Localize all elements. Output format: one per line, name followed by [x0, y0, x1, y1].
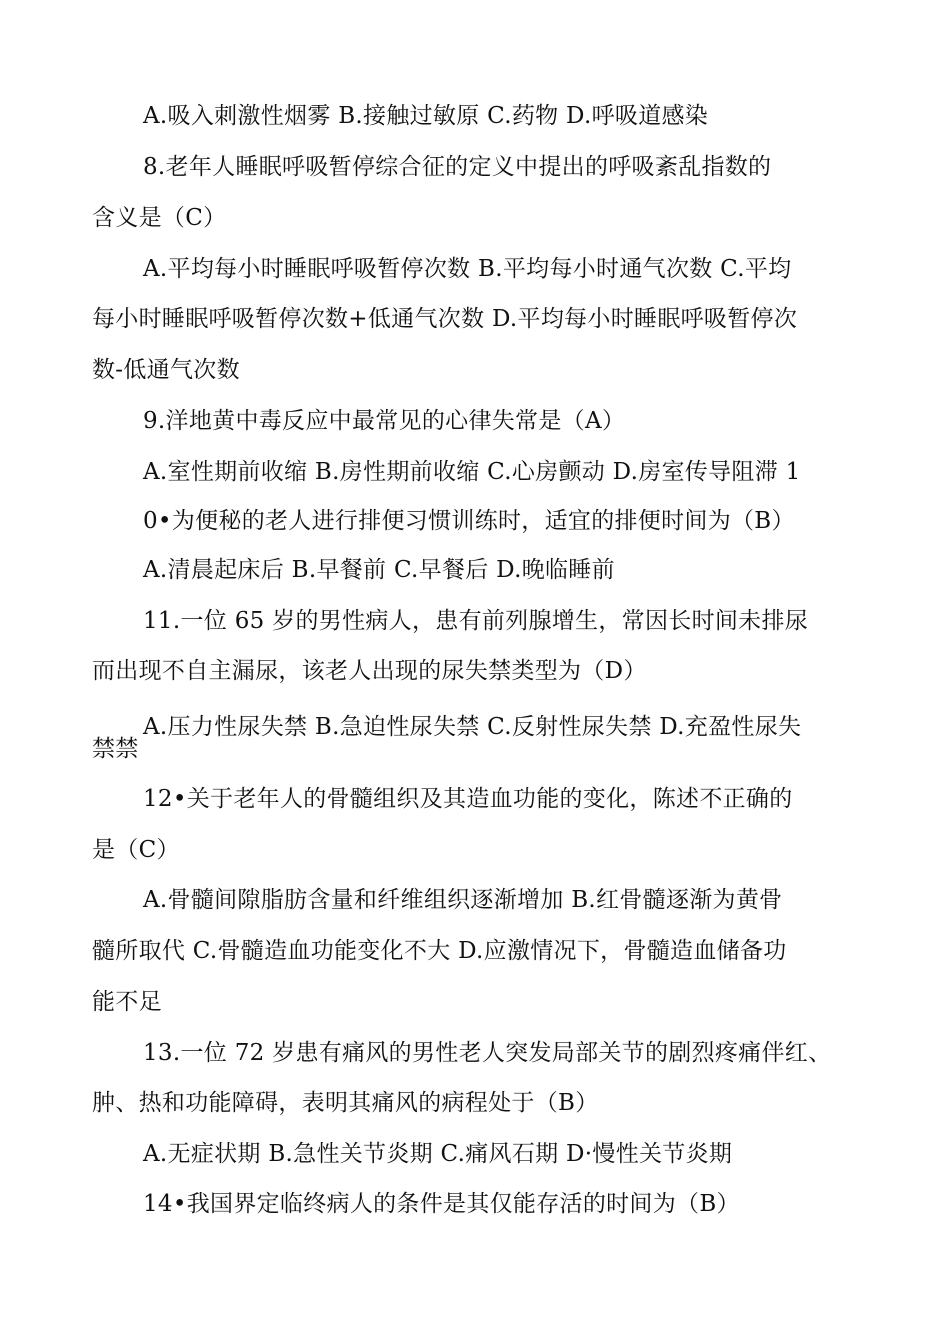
text-line-q12-options-cont2: 能不足 [92, 989, 162, 1015]
text-line-q8-stem-cont: 含义是（C） [92, 205, 227, 231]
text-line-q8-options: A.平均每小时睡眠呼吸暂停次数 B.平均每小时通气次数 C.平均 [143, 256, 792, 282]
text-line-q10-options: A.清晨起床后 B.早餐前 C.早餐后 D.晚临睡前 [143, 557, 615, 583]
text-line-q13-stem-cont: 肿、热和功能障碍，表明其痛风的病程处于（B） [92, 1090, 599, 1116]
text-line-q8-options-cont: 每小时睡眠呼吸暂停次数+低通气次数 D.平均每小时睡眠呼吸暂停次 [92, 306, 798, 332]
text-line-q14-stem: 14•我国界定临终病人的条件是其仅能存活的时间为（B） [143, 1191, 740, 1217]
text-line-q9-stem: 9.洋地黄中毒反应中最常见的心律失常是（A） [143, 408, 626, 434]
text-line-q10-stem: 0•为便秘的老人进行排便习惯训练时，适宜的排便时间为（B） [143, 508, 795, 534]
text-line-q12-stem: 12•关于老年人的骨髓组织及其造血功能的变化，陈述不正确的 [143, 786, 793, 812]
text-line-q13-options: A.无症状期 B.急性关节炎期 C.痛风石期 D·慢性关节炎期 [143, 1141, 733, 1167]
text-line-q8-stem: 8.老年人睡眠呼吸暂停综合征的定义中提出的呼吸紊乱指数的 [143, 154, 772, 180]
text-line-q11-options-cont: 禁禁 [92, 736, 139, 762]
text-line-q12-options-cont: 髓所取代 C.骨髓造血功能变化不大 D.应激情况下，骨髓造血储备功 [92, 938, 787, 964]
text-line-q11-stem-cont: 而出现不自主漏尿，该老人出现的尿失禁类型为（D） [92, 658, 647, 684]
text-line-q11-options: A.压力性尿失禁 B.急迫性尿失禁 C.反射性尿失禁 D.充盈性尿失 [143, 714, 802, 740]
text-line-q12-options: A.骨髓间隙脂肪含量和纤维组织逐渐增加 B.红骨髓逐渐为黄骨 [143, 887, 783, 913]
text-line-q13-stem: 13.一位 72 岁患有痛风的男性老人突发局部关节的剧烈疼痛伴红、 [143, 1040, 832, 1066]
text-line-q7-options: A.吸入刺激性烟雾 B.接触过敏原 C.药物 D.呼吸道感染 [143, 103, 709, 129]
text-line-q9-options: A.室性期前收缩 B.房性期前收缩 C.心房颤动 D.房室传导阻滞 1 [143, 459, 801, 485]
text-line-q12-stem-cont: 是（C） [92, 837, 180, 863]
text-line-q11-stem: 11.一位 65 岁的男性病人，患有前列腺增生，常因长时间未排尿 [143, 608, 809, 634]
text-line-q8-options-cont2: 数-低通气次数 [92, 357, 240, 383]
